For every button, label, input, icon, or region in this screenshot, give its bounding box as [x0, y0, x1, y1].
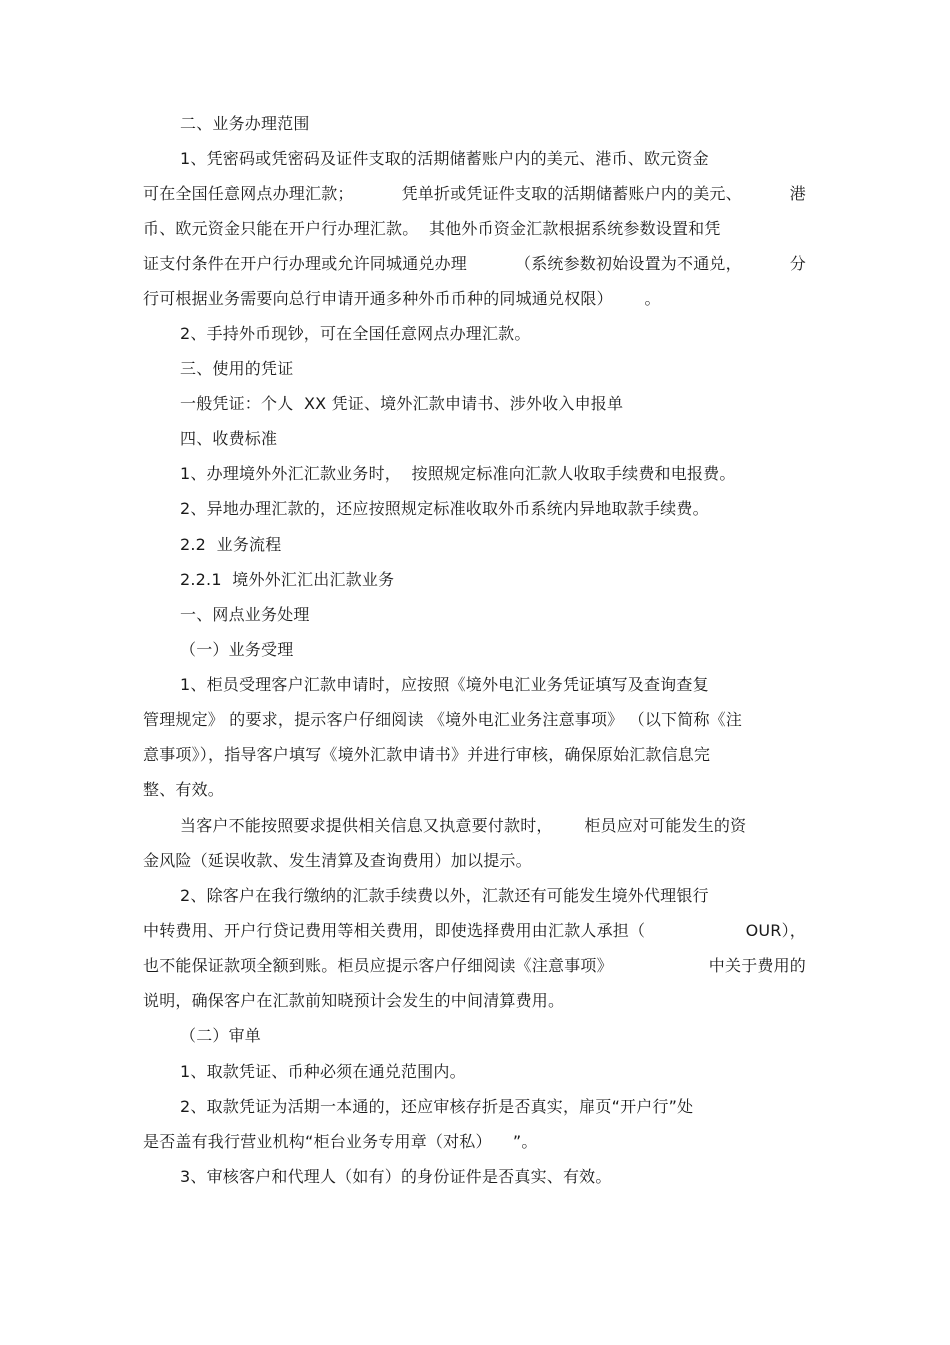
section-heading: 一、网点业务处理 — [180, 605, 310, 624]
paragraph-line: 一般凭证：个人 XX 凭证、境外汇款申请书、涉外收入申报单 — [180, 394, 624, 413]
text-segment: 证支付条件在开户行办理或允许同城通兑办理 — [143, 254, 468, 273]
paragraph-line: 1、取款凭证、币种必须在通兑范围内。 — [180, 1062, 466, 1081]
text-segment: OUR）， — [745, 921, 806, 940]
paragraph-line: 意事项》），指导客户填写《境外汇款申请书》并进行审核，确保原始汇款信息完 — [143, 745, 711, 764]
paragraph-line: 整、有效。 — [143, 780, 225, 799]
paragraph-line: 币、欧元资金只能在开户行办理汇款。 其他外币资金汇款根据系统参数设置和凭 — [143, 219, 721, 238]
paragraph-line — [143, 183, 806, 205]
paragraph-line: 1、凭密码或凭密码及证件支取的活期储蓄账户内的美元、港币、欧元资金 — [180, 149, 709, 168]
text-segment: （系统参数初始设置为不通兑， — [515, 254, 742, 273]
text-segment: 凭单折或凭证件支取的活期储蓄账户内的美元、 — [401, 184, 742, 203]
paragraph-line — [143, 920, 806, 942]
text-segment: 港 — [789, 184, 806, 203]
paragraph-line: 行可根据业务需要向总行申请开通多种外币币种的同城通兑权限） 。 — [143, 289, 661, 308]
paragraph-line: 是否盖有我行营业机构“柜台业务专用章（对私） ”。 — [143, 1132, 538, 1151]
paragraph-line: 1、柜员受理客户汇款申请时，应按照《境外电汇业务凭证填写及查询查复 — [180, 675, 709, 694]
paragraph-line: 2、除客户在我行缴纳的汇款手续费以外，汇款还有可能发生境外代理银行 — [180, 886, 709, 905]
paragraph-line: 2、取款凭证为活期一本通的，还应审核存折是否真实，扉页“开户行”处 — [180, 1097, 694, 1116]
paragraph-line: 金风险（延误收款、发生清算及查询费用）加以提示。 — [143, 851, 532, 870]
text-segment: 也不能保证款项全额到账。柜员应提示客户仔细阅读《注意事项》 — [143, 956, 613, 975]
paragraph-line: 2、异地办理汇款的，还应按照规定标准收取外币系统内异地取款手续费。 — [180, 499, 709, 518]
paragraph-line: 1、办理境外外汇汇款业务时， 按照规定标准向汇款人收取手续费和电报费。 — [180, 464, 736, 483]
text-segment: 可在全国任意网点办理汇款； — [143, 184, 354, 203]
section-heading: 四、收费标准 — [180, 429, 278, 448]
paragraph-line: 管理规定》 的要求，提示客户仔细阅读 《境外电汇业务注意事项》 （以下简称《注 — [143, 710, 743, 729]
section-heading: 2.2.1 境外外汇汇出汇款业务 — [180, 570, 395, 589]
section-heading: 三、使用的凭证 — [180, 359, 294, 378]
section-heading: 二、业务办理范围 — [180, 114, 310, 133]
section-heading: （二）审单 — [180, 1026, 262, 1045]
text-segment: 中转费用、开户行贷记费用等相关费用，即使选择费用由汇款人承担（ — [143, 921, 646, 940]
paragraph-line: 说明，确保客户在汇款前知晓预计会发生的中间清算费用。 — [143, 991, 565, 1010]
section-heading: （一）业务受理 — [180, 640, 294, 659]
paragraph-line: 2、手持外币现钞，可在全国任意网点办理汇款。 — [180, 324, 531, 343]
section-heading: 2.2 业务流程 — [180, 535, 282, 554]
paragraph-line — [143, 955, 806, 977]
paragraph-line: 3、审核客户和代理人（如有）的身份证件是否真实、有效。 — [180, 1167, 612, 1186]
paragraph-line — [143, 253, 806, 275]
paragraph-line: 当客户不能按照要求提供相关信息又执意要付款时， 柜员应对可能发生的资 — [180, 816, 747, 835]
text-segment: 中关于费用的 — [708, 956, 806, 975]
text-segment: 分 — [789, 254, 806, 273]
